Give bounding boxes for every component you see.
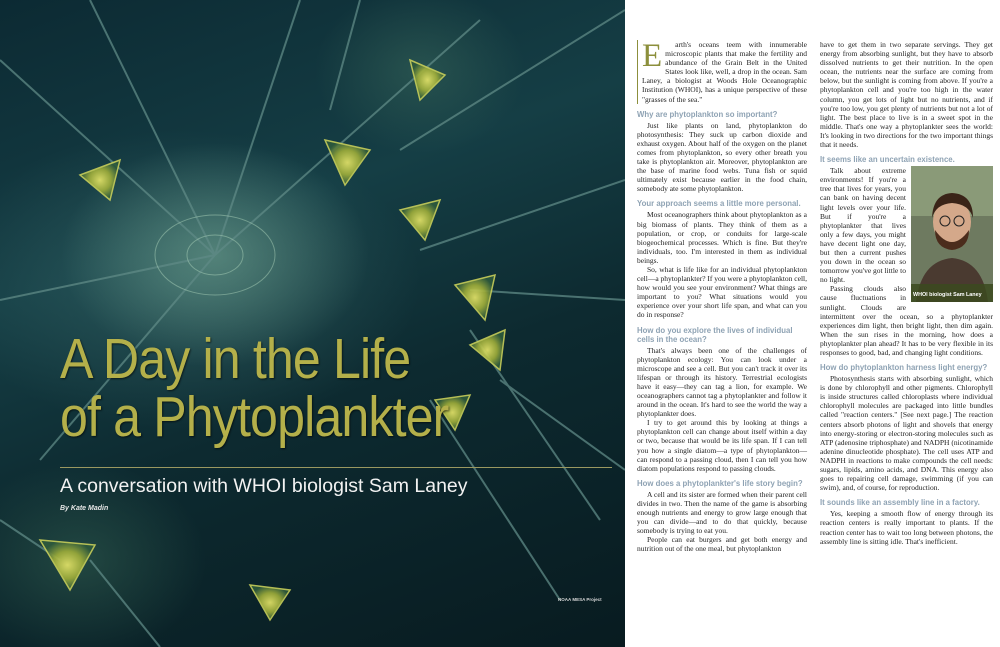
answer-4-p1: A cell and its sister are formed when their parent cell divides in two. Then the name of the game is absorbing enough nutrients and energy to grow large enough that you can divide—and to do that quickly, because somebody is trying to eat you.	[637, 489, 807, 536]
text-column-2	[820, 40, 993, 546]
answer-6: Photosynthesis starts with absorbing sunlight, which is done by chlorophyll and other pigments. Chlorophyll is inside structures called chloroplasts where individual chlorophyll molecules are packaged into little bundles called "reaction centers." [See next page.] The reaction centers absorb photons of light and shovels that energy into energy-storing or electron-storing molecules such as ATP (adenosine triphosphate) and NADPH (nicotinamide adenine dinucleotide phosphate). The cell uses ATP and NADPH in reactions to make compounds the cell needs: sugars, lipids, amino acids, and DNA. This energy also goes to repairing cell damage, swimming (if you can swim), and, of course, for reproduction.	[820, 374, 993, 493]
title-line-1: A Day in the Life	[60, 327, 411, 391]
intro-block	[637, 40, 807, 104]
answer-4-p2: People can eat burgers and get both energy and nutrition out of the one meal, but phytoplankton	[637, 535, 807, 554]
intro-paragraph: arth's oceans teem with innumerable microscopic plants that make the fertility and abundance of the Grain Belt in the United States look like, well, a drop in the ocean. Sam Laney, a biologist at Woods Hole Oceanographic Institution (WHOI), has a unique perspective of these "grasses of the sea."	[642, 40, 807, 104]
portrait-photo	[911, 166, 993, 302]
article-subtitle: A conversation with WHOI biologist Sam Laney	[60, 475, 468, 497]
question-3: How do you explore the lives of individual cells in the ocean?	[637, 325, 793, 344]
question-1: Why are phytoplankton so important?	[637, 109, 778, 119]
answer-2-p1: Most oceanographers think about phytoplankton as a big biomass of plants. They think of them as a population, or crop, or conduits for large-scale biogeochemical processes. Which is fine. But they're individuals, too. I'm interested in them as individual beings.	[637, 210, 807, 265]
answer-2-p2: So, what is life like for an individual phytoplankton cell—a phytoplankter? If you were a phytoplankton cell, how would you see your environment? What things are important to you? What situations would you experience over your short life span, and what can you do in response?	[637, 264, 807, 320]
title-rule	[60, 467, 612, 468]
answer-5-p1: Talk about extreme environments! If you're a tree that lives for years, you can bank on having decent light levels over your life. But if you're a phytoplankter that lives only a few days, you might have decent light one day, but then a current pushes you down in the ocean so tomorrow you've got little to no light.	[820, 166, 906, 285]
question-5: It seems like an uncertain existence.	[820, 155, 955, 165]
answer-5-p2: Passing clouds also cause fluctuations in sunlight. Clouds are intermittent over the ocean, so a phytoplankter experiences dim light, then bright light, then dim again. When the sun rises in the morning, how does a phytoplankter plan ahead? It has to be very flexible in its responses to good, bad, and changing light conditions.	[820, 284, 993, 357]
text-column-1	[637, 40, 807, 554]
answer-7: Yes, keeping a smooth flow of energy through its reaction centers is really important to plants. If the reaction center has to wait too long between photons, the assembly line is sitting idle. That's inefficient.	[820, 509, 993, 546]
article-title	[60, 327, 449, 449]
question-6: How do phytoplankton harness light energy?	[820, 363, 988, 373]
image-credit: NOAA MESA Project	[558, 597, 602, 602]
drop-cap: E	[642, 38, 663, 74]
photo-caption: WHOI biologist Sam Laney	[913, 292, 982, 299]
answer-4-continued: have to get them in two separate servings. They get energy from absorbing sunlight, but they have to absorb dissolved nutrients to get their nutrition. In the open ocean, the nutrients near the surface are coming from below, but the sunlight is coming from above. If you're a phytoplankton cell and you're too high in the water column, you get lots of light but no nutrients, and if you're too low, you get plenty of nutrients but not a lot of light. The best place to live is in a sweet spot in the middle. That's one way a phytoplankter sees the world: It's looking in two directions for the two important things that it needs.	[820, 40, 993, 150]
answer-1: Just like plants on land, phytoplankton do photosynthesis: They suck up carbon dioxide and exhaust oxygen. About half of the oxygen on the planet comes from phytoplankton, so every other breath you take is phytoplankton air. Moreover, phytoplankton are the base of marine food webs. Tuna fish or squid ultimately exist because earlier in the food chain, somebody ate some phytoplankton.	[637, 120, 807, 194]
article-text-page	[625, 0, 1000, 647]
question-4: How does a phytoplankter's life story begin?	[637, 478, 803, 488]
question-7: It sounds like an assembly line in a factory.	[820, 498, 980, 508]
question-2: Your approach seems a little more personal.	[637, 199, 801, 209]
portrait-image	[911, 166, 993, 302]
byline: By Kate Madin	[60, 505, 109, 512]
answer-3-p1: That's always been one of the challenges of phytoplankton ecology: You can look under a microscope and see a cell. But you can't track it over its lifespan or through its history. Terrestrial ecologists have it easy—they can tag a lion, for example. We oceanographers cannot tag a phytoplankter and follow it around in the ocean. It's hard to see the world the way a phytoplankter does.	[637, 345, 807, 419]
answer-3-p2: I try to get around this by looking at things a phytoplankton cell can change about itself within a day or two, because that would be its life span. If I can tell you how a single diatom—a type of phytoplankton—can respond to a passing cloud, then I can tell you how diatom populations respond to passing clouds.	[637, 418, 807, 473]
title-line-2: of a Phytoplankter	[60, 385, 449, 449]
